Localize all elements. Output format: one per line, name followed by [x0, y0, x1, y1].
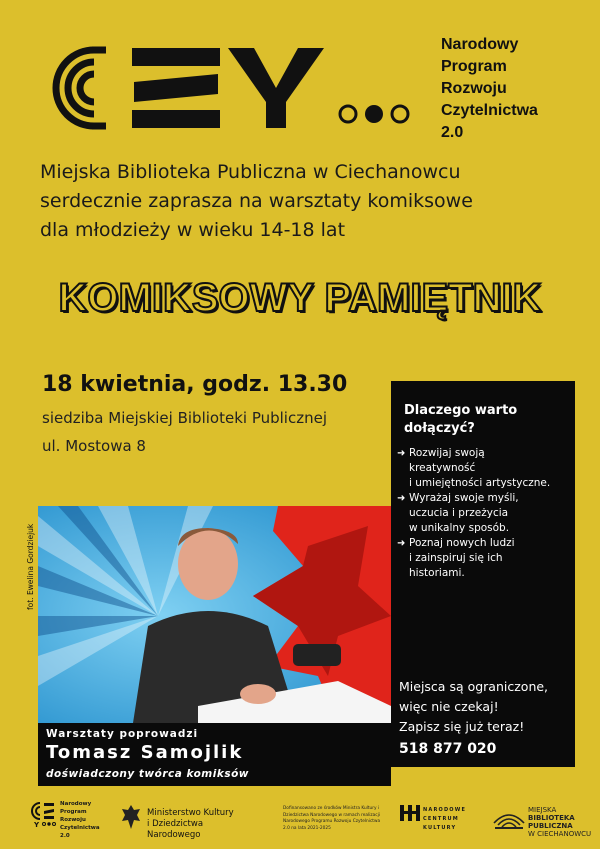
list-item-line: historiami.: [409, 567, 465, 579]
arrow-right-icon: ➜: [397, 538, 406, 549]
small-program-line: Czytelnictwa: [60, 825, 100, 831]
small-program-line: Rozwoju: [60, 817, 86, 823]
library-line: BIBLIOTEKA: [528, 814, 575, 822]
intro-line: Miejska Biblioteka Publiczna w Ciechanowcu: [40, 161, 461, 183]
callout-line: więc nie czekaj!: [399, 699, 499, 714]
intro-line: serdecznie zaprasza na warsztaty komiksowe: [40, 190, 473, 212]
program-line: Rozwoju: [441, 80, 507, 97]
program-line: 2.0: [441, 124, 464, 141]
list-item-line: uczucia i przeżycia: [409, 507, 509, 519]
library-logo-icon: [492, 805, 526, 831]
nck-name: [423, 806, 483, 833]
event-address: ul. Mostowa 8: [42, 437, 146, 455]
eagle-emblem-icon: [120, 803, 142, 831]
small-program-text: [60, 800, 120, 840]
list-item-line: w unikalny sposób.: [409, 522, 510, 534]
program-line: Narodowy: [441, 36, 519, 53]
arrow-right-icon: ➜: [397, 448, 406, 459]
instructor-photo: [38, 506, 391, 723]
library-line: MIEJSKA: [528, 806, 557, 814]
nck-line: NARODOWE: [423, 807, 467, 813]
small-program-line: 2.0: [60, 833, 70, 839]
why-join-panel: [391, 381, 575, 767]
instructor-role: doświadczony twórca komiksów: [46, 768, 249, 780]
list-item-line: kreatywność: [409, 462, 476, 474]
arrow-right-icon: ➜: [397, 493, 406, 504]
list-item: [397, 536, 573, 581]
list-item-line: i umiejętności artystyczne.: [409, 477, 551, 489]
funding-note: Dofinansowano ze środków Ministra Kultury i Dziedzictwa Narodowego w ramach realizacji Narodowego Programu Rozwoju Czytelnictwa 2.0 na lata 2021-2025: [283, 806, 381, 831]
nck-line: KULTURY: [423, 825, 457, 831]
program-line: Program: [441, 58, 507, 75]
library-line: W CIECHANOWCU: [528, 830, 592, 838]
library-name: [528, 806, 600, 838]
svg-text:Y: Y: [34, 821, 40, 828]
callout-line: Miejsca są ograniczone,: [399, 679, 549, 694]
nck-logo-icon: [399, 802, 421, 824]
face: [178, 528, 238, 600]
panel-heading-line: Dlaczego warto: [404, 403, 518, 418]
small-program-line: Narodowy: [60, 801, 92, 807]
list-item-line: Wyrażaj swoje myśli,: [409, 492, 519, 504]
intro-text: [40, 158, 580, 245]
czy-small-logo: [30, 800, 64, 828]
signup-callout: [399, 677, 571, 759]
photo-illustration: [38, 506, 391, 723]
list-item: [397, 491, 573, 536]
program-line: Czytelnictwa: [441, 102, 538, 119]
benefits-list: [397, 446, 573, 581]
panel-heading: [404, 402, 564, 438]
callout-line: Zapisz się już teraz!: [399, 719, 525, 734]
ministry-line: i Dziedzictwa Narodowego: [147, 819, 204, 840]
event-title: KOMIKSOWY PAMIĘTNIK: [58, 276, 542, 320]
caption-intro: Warsztaty poprowadzi: [46, 728, 199, 740]
panel-heading-line: dołączyć?: [404, 421, 475, 436]
instructor-name: Tomasz Samojlik: [46, 742, 244, 763]
ministry-line: Ministerstwo Kultury: [147, 808, 234, 818]
nck-line: CENTRUM: [423, 816, 459, 822]
event-place: siedziba Miejskiej Biblioteki Publicznej: [42, 409, 327, 427]
ministry-name: [147, 808, 257, 841]
czy-logo: [32, 40, 412, 135]
instructor-caption: [38, 723, 391, 786]
intro-line: dla młodzieży w wieku 14-18 lat: [40, 219, 346, 241]
phone-number[interactable]: 518 877 020: [399, 741, 497, 757]
list-item-line: i zainspiruj się ich: [409, 552, 503, 564]
small-program-line: Program: [60, 809, 87, 815]
library-line: PUBLICZNA: [528, 822, 573, 830]
program-title: [441, 34, 581, 144]
list-item-line: Poznaj nowych ludzi: [409, 537, 515, 549]
list-item: [397, 446, 573, 491]
event-date: 18 kwietnia, godz. 13.30: [42, 372, 348, 397]
photo-credit: fot. Ewelina Gordziejuk: [26, 523, 35, 610]
list-item-line: Rozwijaj swoją: [409, 447, 485, 459]
